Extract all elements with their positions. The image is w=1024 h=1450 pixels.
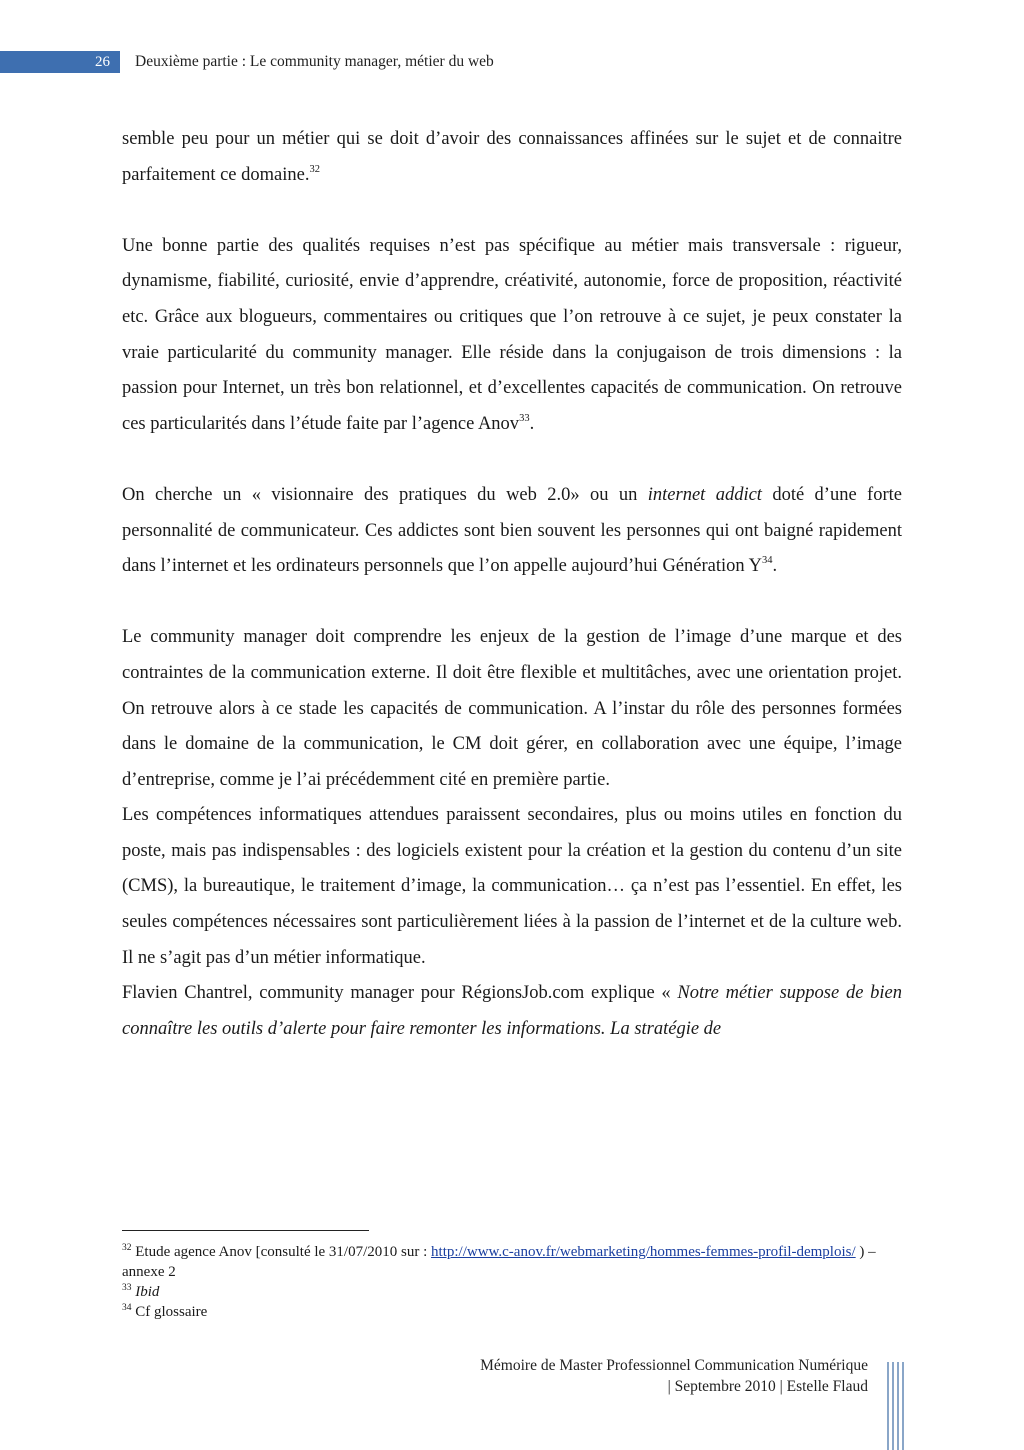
paragraph [122,229,902,443]
footnote-number: 32 [122,1243,132,1253]
footnote-text: Cf glossaire [131,1304,208,1320]
paragraph-end: . [772,556,778,577]
page-number: 26 [95,54,110,70]
footer-bar [892,1362,894,1450]
footnote-text: ) – annexe 2 [122,1244,876,1280]
footer-line-1: Mémoire de Master Professionnel Communication Numérique [480,1357,868,1374]
paragraph-end: . [529,413,535,434]
footer-decoration-bars [887,1362,905,1450]
footnote-number: 34 [122,1303,132,1313]
footnote-link[interactable]: http://www.c-anov.fr/webmarketing/hommes-femmes-profil-demplois/ [431,1244,856,1260]
paragraph: Le community manager doit comprendre les enjeux de la gestion de l’image d’une marque et des contraintes de la communication externe. Il doit être flexible et multitâches, avec une orientation projet. On retrouve alors à ce stade les capacités de communication. A l’instar du rôle des personnes formées dans le domaine de la communication, le CM doit gérer, en collaboration avec une équipe, l’image d’entreprise, comme je l’ai précédemment cité en première partie. [122,627,902,790]
page-footer [480,1355,868,1397]
footer-bar [887,1362,889,1450]
footnote-number: 33 [122,1283,132,1293]
page-header [0,51,1024,73]
paragraph-text: semble peu pour un métier qui se doit d’avoir des connaissances affinées sur le sujet et de connaitre parfaitement ce domaine. [122,129,902,185]
footnote-34 [122,1302,902,1322]
paragraph [122,976,902,1047]
paragraph [122,122,902,193]
body-text [122,122,902,1047]
footnote-32 [122,1242,902,1282]
paragraph-text: doté d’une forte personnalité de communicateur. Ces addictes sont bien souvent les personnes qui ont baigné rapidement dans l’internet et les ordinateurs personnels que l’on appelle aujourd’hui Génération Y [122,484,902,577]
footnote-separator [122,1230,369,1231]
italic-phrase: internet addict [647,484,762,505]
footer-line-2: | Septembre 2010 | Estelle Flaud [667,1378,868,1395]
footnote-ref[interactable]: 33 [519,412,530,424]
footnotes [122,1242,902,1322]
paragraph: Les compétences informatiques attendues paraissent secondaires, plus ou moins utiles en fonction du poste, mais pas indispensables : des logiciels existent pour la création et la gestion du contenu d’un site (CMS), la bureautique, le traitement d’image, la communication… ça n’est pas l’essentiel. En effet, les seules compétences nécessaires sont particulièrement liées à la passion de l’internet et de la culture web. Il ne s’agit pas d’un métier informatique. [122,805,902,968]
footnote-ref[interactable]: 34 [761,555,773,567]
footnote-text: Etude agence Anov [consulté le 31/07/2010 sur : [131,1244,432,1260]
footer-bar [902,1362,904,1450]
footer-bar [897,1362,899,1450]
paragraph-text: Une bonne partie des qualités requises n’est pas spécifique au métier mais transversale : rigueur, dynamisme, fiabilité, curiosité, envie d’apprendre, créativité, autonomie, force de proposition, réactivité etc. Grâce aux blogueurs, commentaires ou critiques que l’on retrouve à ce sujet, je peux constater la vraie particularité du community manager. Elle réside dans la conjugaison de trois dimensions : la passion pour Internet, un très bon relationnel, et d’excellentes capacités de communication. On retrouve ces particularités dans l’étude faite par l’agence Anov [122,235,902,434]
quote-italic: Notre métier suppose de bien connaître les outils d’alerte pour faire remonter les informations. La stratégie de [122,983,902,1039]
paragraph-text: On cherche un « visionnaire des pratiques du web 2.0» ou un [122,484,648,505]
paragraph-text: Flavien Chantrel, community manager pour RégionsJob.com explique « [122,983,678,1004]
footnote-ref[interactable]: 32 [309,163,320,175]
footnote-text: Ibid [135,1284,160,1300]
footnote-33 [122,1282,902,1302]
paragraph [122,478,902,585]
page-number-box [0,51,120,73]
running-header-title: Deuxième partie : Le community manager, métier du web [135,53,494,70]
